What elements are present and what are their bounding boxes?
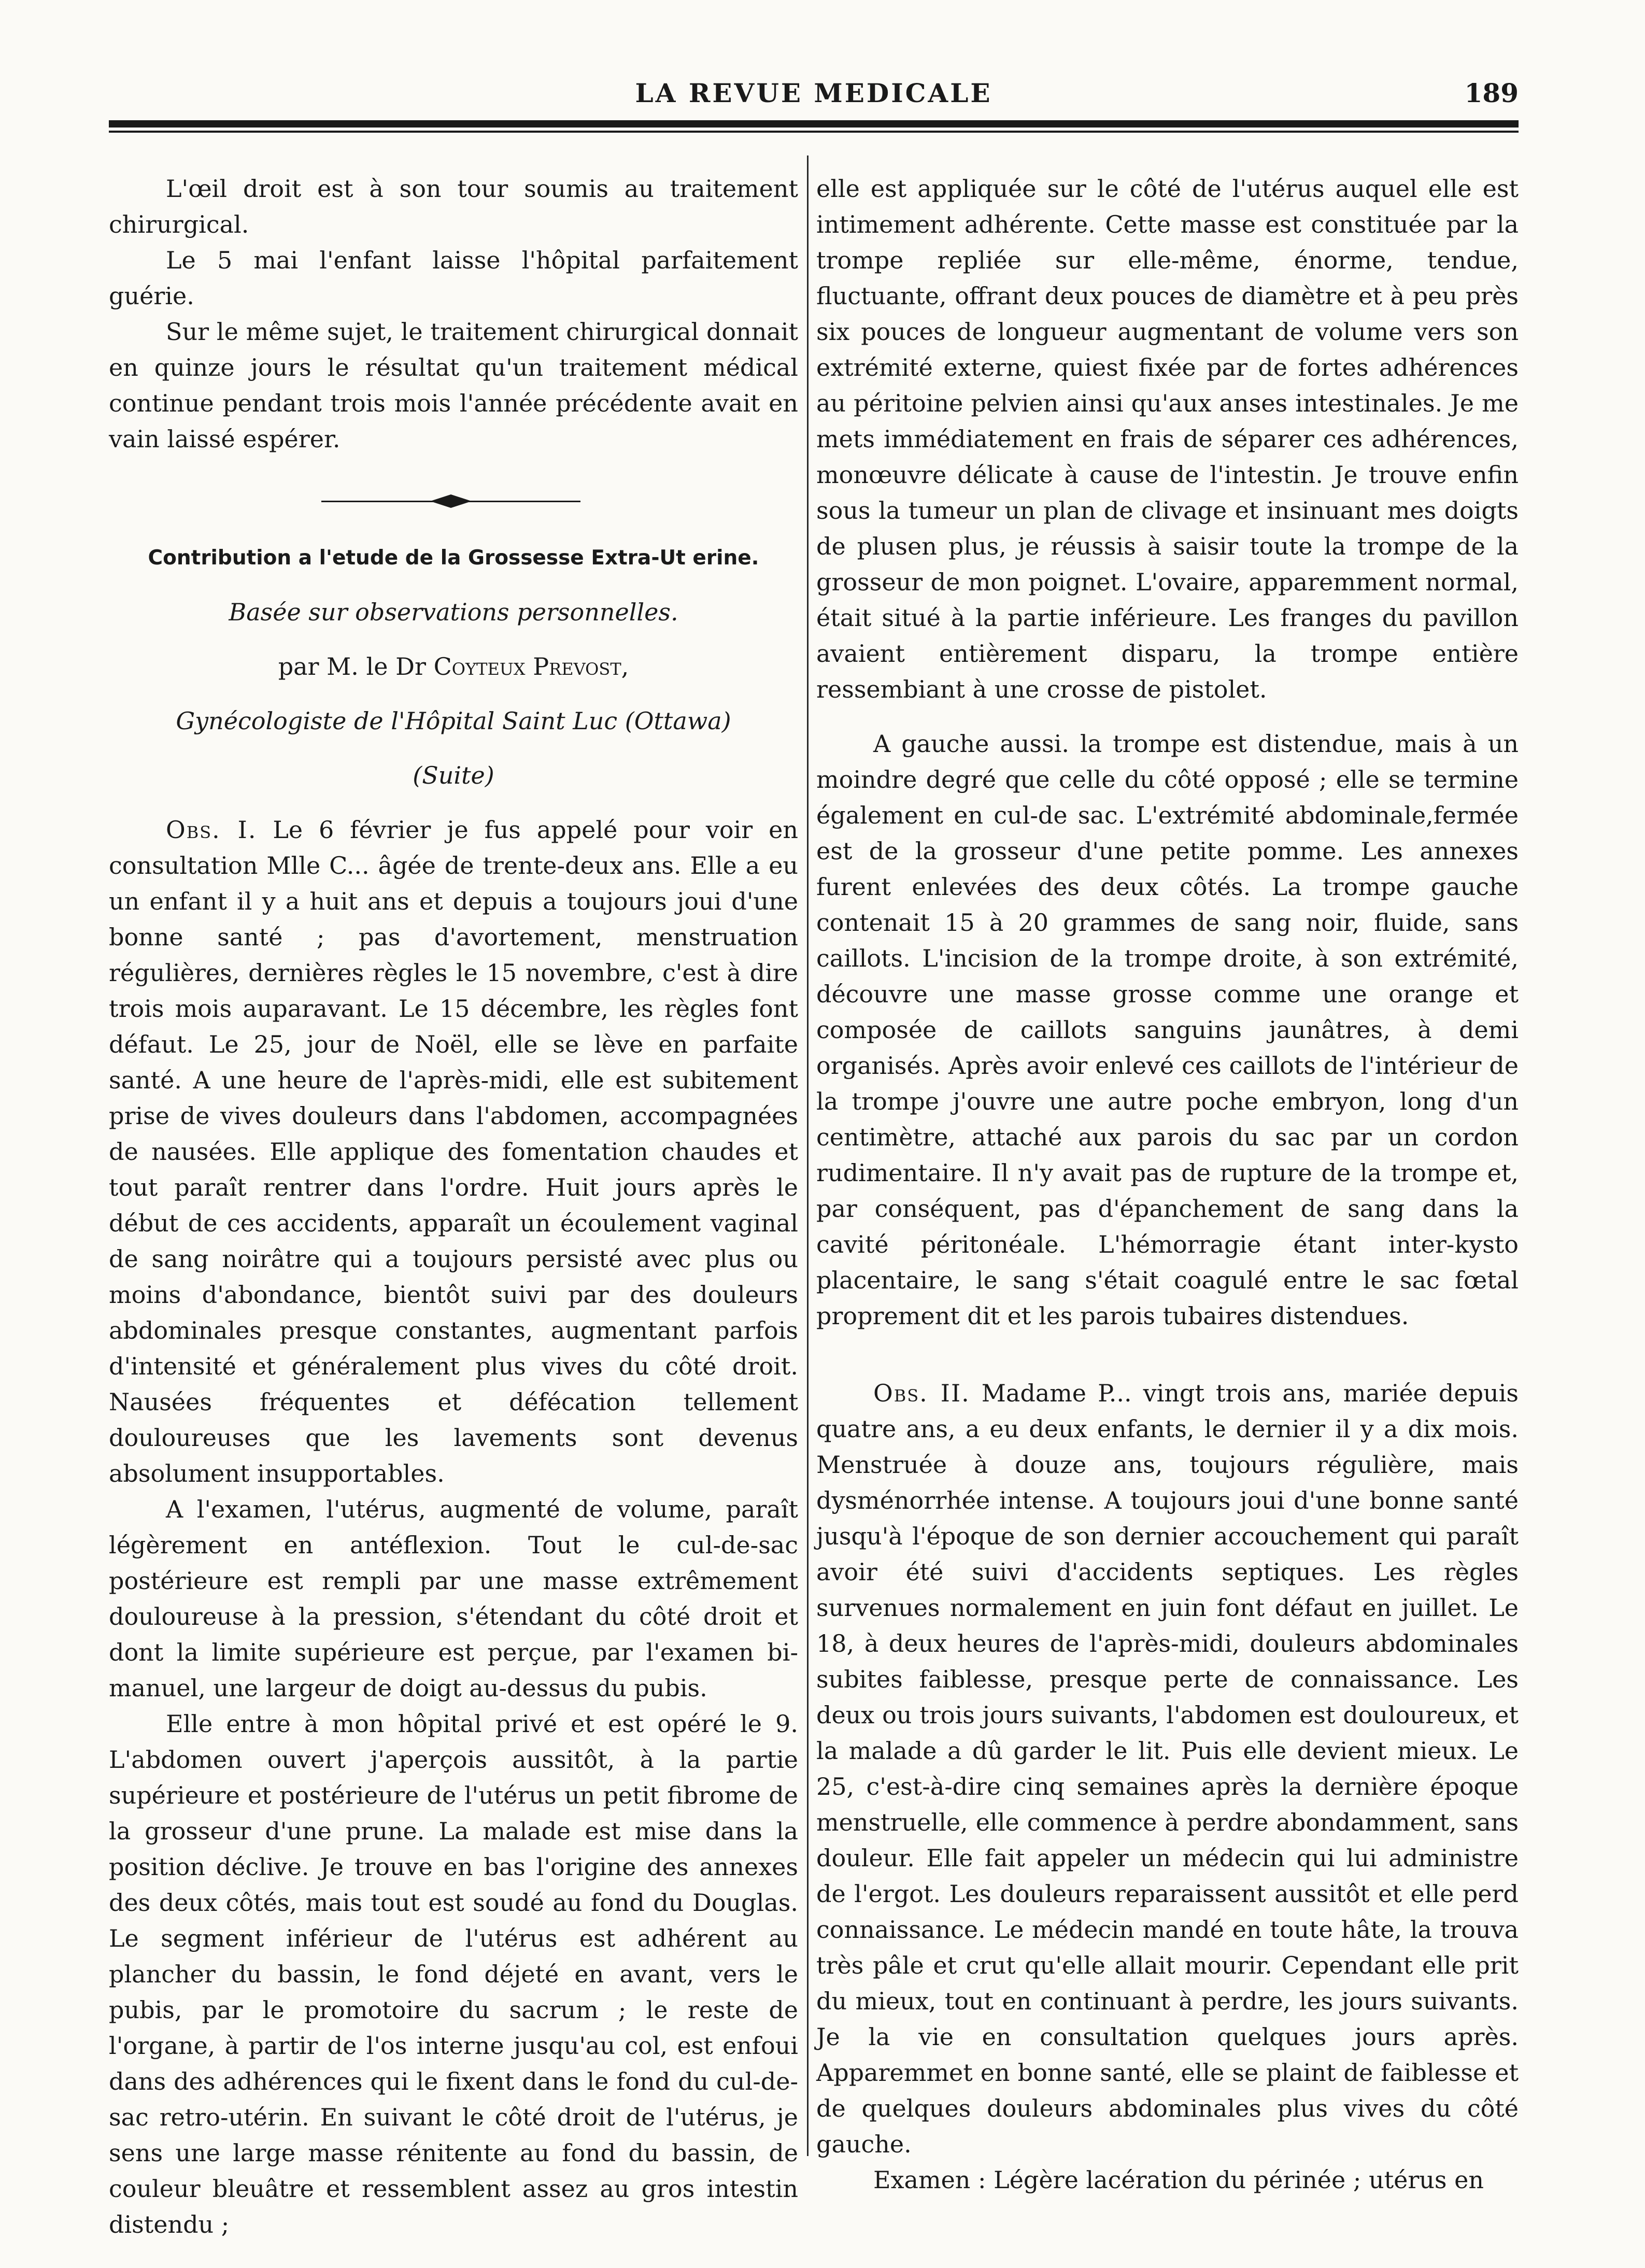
obs-label: Obs. II. xyxy=(873,1379,970,1407)
article-title: Contribution a l'etude de la Grossesse Extra-Ut erine. xyxy=(148,546,759,570)
affiliation-hospital: Gynécologiste de l'Hôpital Saint Luc xyxy=(176,707,618,735)
observation-2 xyxy=(816,1376,1519,2162)
author-name: Coyteux Prevost, xyxy=(433,653,629,681)
paragraph: Examen : Légère lacération du périnée ; utérus en xyxy=(873,2166,1484,2194)
section-ornament xyxy=(109,493,798,509)
ornament-diamond-icon xyxy=(430,494,472,508)
paragraph: A l'examen, l'utérus, augmenté de volume, paraît légèrement en antéflexion. Tout le cul-de-sac postérieure est rempli par une masse extrêmement douloureuse à la pression, s'étendant du côté droit et dont la limite supérieure est perçue, par l'examen bi-manuel, une largeur de doigt au-dessus du pubis. xyxy=(109,1495,798,1702)
paragraph: A gauche aussi. la trompe est distendue, mais à un moindre degré que celle du côté opposé ; elle se termine également en cul-de sac. L'extrémité abdominale,fermée est de la grosseur d'une petite pomme. Les annexes furent enlevées des deux côtés. La trompe gauche contenait 15 à 20 grammes de sang noir, fluide, sans caillots. L'incision de la trompe droite, à son extrémité, découvre une masse grosse comme une orange et composée de caillots sanguins jaunâtres, à demi organisés. Après avoir enlevé ces caillots de l'intérieur de la trompe j'ouvre une autre poche embryon, long d'un centimètre, attaché aux parois du sac par un cordon rudimentaire. Il n'y avait pas de rupture de la trompe et, par conséquent, pas d'épanchement de sang dans la cavité péritonéale. L'hémorragie étant inter-kysto placentaire, le sang s'était coagulé entre le sac fœtal proprement dit et les parois tubaires distendues. xyxy=(816,730,1519,1330)
paragraph: Le 5 mai l'enfant laisse l'hôpital parfaitement guérie. xyxy=(109,246,798,310)
obs-text: Madame P... vingt trois ans, mariée depuis quatre ans, a eu deux enfants, le dernier il y a dix mois. Menstruée à douze ans, toujours régulière, mais dysménorrhée intense. A toujours joui d'une bonne santé jusqu'à l'époque de son dernier accouchement qui paraît avoir été suivi d'accidents septiques. Les règles survenues normalement en juin font défaut en juillet. Le 18, à deux heures de l'après-midi, douleurs abdominales subites faiblesse, presque perte de connaissance. Les deux ou trois jours suivants, l'abdomen est douloureux, et la malade a dû garder le lit. Puis elle devient mieux. Le 25, c'est-à-dire cinq semaines après la dernière époque menstruelle, elle commence à perdre abondamment, sans douleur. Elle fait appeler un médecin qui lui administre de l'ergot. Les douleurs reparaissent aussitôt et elle perd connaissance. Le médecin mandé en toute hâte, la trouva très pâle et crut qu'elle allait mourir. Cependant elle prit du mieux, tout en continuant à perdre, les jours suivants. Je la vie en consultation quelques jours après. Apparemmet en bonne santé, elle se plaint de faiblesse et de quelques douleurs abdominales plus vives du côté gauche. xyxy=(816,1379,1519,2158)
paragraph: Elle entre à mon hôpital privé et est opéré le 9. L'abdomen ouvert j'aperçois aussitôt, à la partie supérieure et postérieure de l'utérus un petit fibrome de la grosseur d'une prune. La malade est mise dans la position déclive. Je trouve en bas l'origine des annexes des deux côtés, mais tout est soudé au fond du Douglas. Le segment inférieur de l'utérus est adhérent au plancher du bassin, le fond déjeté en avant, vers le pubis, par le promotoire du sacrum ; le reste de l'organe, à partir de l'os interne jusqu'au col, est enfoui dans des adhérences qui le fixent dans le fond du cul-de-sac retro-utérin. En suivant le côté droit de l'utérus, je sens une large masse rénitente au fond du bassin, de couleur bleuâtre et ressemblent assez au gros intestin distendu ; xyxy=(109,1710,798,2238)
page-number: 189 xyxy=(1464,78,1519,108)
obs-label: Obs. I. xyxy=(166,816,257,844)
author-affiliation xyxy=(109,703,798,739)
header-rule-thick xyxy=(109,120,1519,127)
paragraph: Sur le même sujet, le traitement chirurgical donnait en quinze jours le résultat qu'un traitement médical continue pendant trois mois l'année précédente avait en vain laissé espérer. xyxy=(109,318,798,453)
observation-1 xyxy=(109,812,798,1492)
paragraph: elle est appliquée sur le côté de l'utérus auquel elle est intimement adhérente. Cette masse est constituée par la trompe repliée sur elle-même, énorme, tendue, fluctuante, offrant deux pouces de diamètre et à peu près six pouces de longueur augmentant de volume vers son extrémité externe, quiest fixée par de fortes adhérences au péritoine pelvien ainsi qu'aux anses intestinales. Je me mets immédiatement en frais de séparer ces adhérences, monœuvre délicate à cause de l'intestin. Je trouve enfin sous la tumeur un plan de clivage et insinuant mes doigts de plusen plus, je réussis à saisir toute la trompe de la grosseur de mon poignet. L'ovaire, apparemment normal, était situé à la partie inférieure. Les franges du pavillon avaient entièrement disparu, la trompe entière ressembiant à une crosse de pistolet. xyxy=(816,175,1519,703)
suite-label: (Suite) xyxy=(413,761,494,789)
paragraph: L'œil droit est à son tour soumis au traitement chirurgical. xyxy=(109,175,798,238)
article-subtitle: Basée sur observations personnelles. xyxy=(229,598,678,626)
page-header xyxy=(109,78,1519,119)
author-prefix: par M. le Dr xyxy=(278,653,434,681)
header-rule-thin xyxy=(109,131,1519,133)
journal-title: LA REVUE MEDICALE xyxy=(635,78,992,108)
right-column xyxy=(816,171,1519,2198)
affiliation-city: (Ottawa) xyxy=(625,707,731,735)
left-column xyxy=(109,171,798,2243)
article-author xyxy=(109,649,798,685)
obs-text: Le 6 février je fus appelé pour voir en consultation Mlle C... âgée de trente-deux ans. Elle a eu un enfant il y a huit ans et depuis a toujours joui d'une bonne santé ; pas d'avortement, menstruation régulières, dernières règles le 15 novembre, c'est à dire trois mois auparavant. Le 15 décembre, les règles font défaut. Le 25, jour de Noël, elle se lève en parfaite santé. A une heure de l'après-midi, elle est subitement prise de vives douleurs dans l'abdomen, accompagnées de nausées. Elle applique des fomentation chaudes et tout paraît rentrer dans l'ordre. Huit jours après le début de ces accidents, apparaît un écoulement vaginal de sang noirâtre qui a toujours persisté avec plus ou moins d'abondance, bientôt suivi par des douleurs abdominales presque constantes, augmentant parfois d'intensité et généralement plus vives du côté droit. Nausées fréquentes et défécation tellement douloureuses que les lavements sont devenus absolument insupportables. xyxy=(109,816,798,1487)
column-divider xyxy=(807,155,809,2156)
